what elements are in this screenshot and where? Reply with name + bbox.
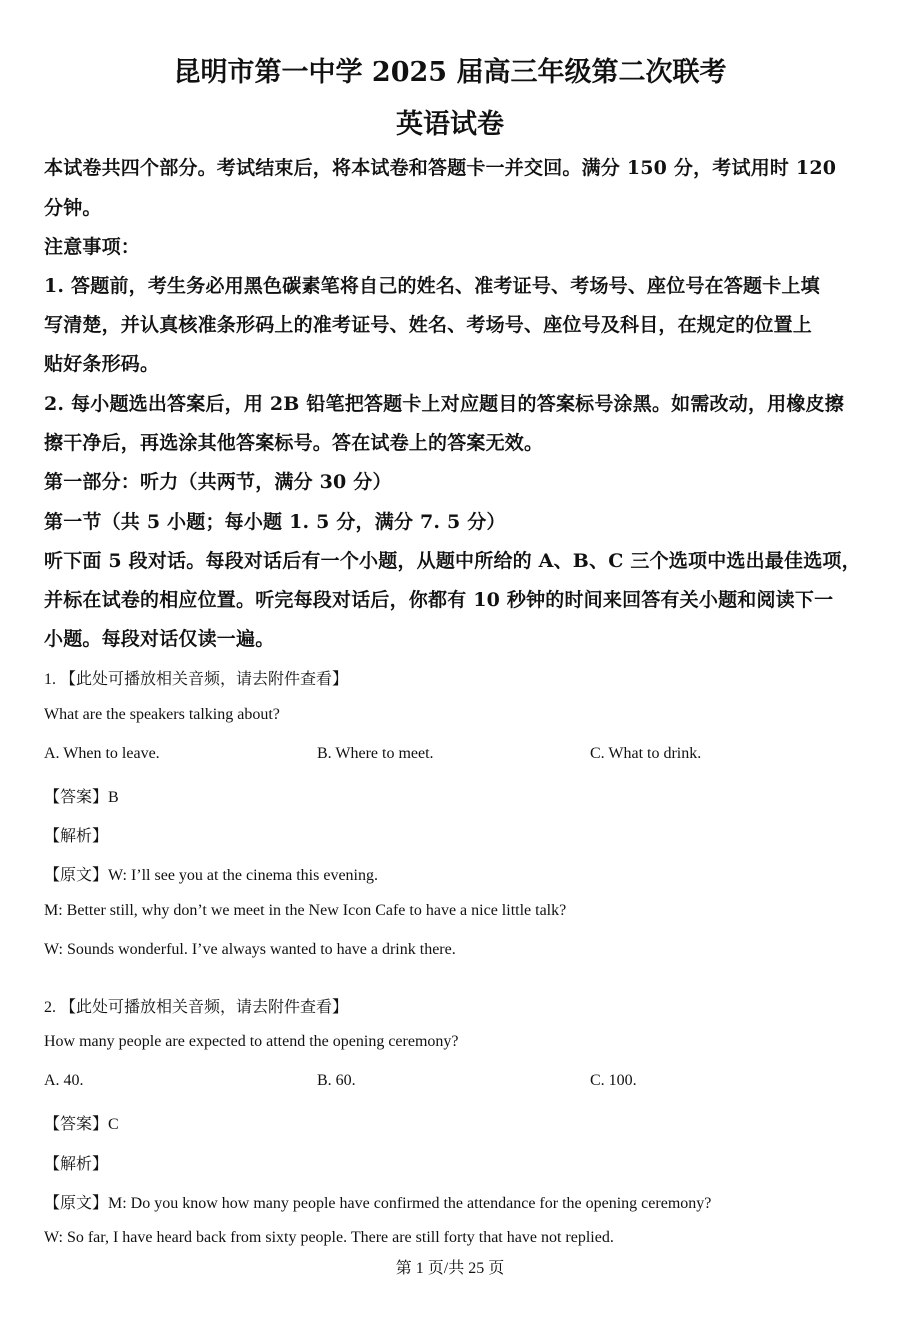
intro-line: 分钟。: [44, 197, 102, 219]
option-b: B. 60.: [317, 1072, 356, 1089]
analysis-label: 【解析】: [44, 1156, 109, 1173]
option-c: C. What to drink.: [590, 745, 702, 762]
notice-item-1: 写清楚，并认真核准条形码上的准考证号、姓名、考场号、座位号及科目，在规定的位置上: [44, 314, 813, 336]
transcript-line: 【原文】W: I’ll see you at the cinema this evening.: [44, 867, 378, 884]
instructions: 并标在试卷的相应位置。听完每段对话后，你都有 10 秒钟的时间来回答有关小题和阅读下一: [44, 589, 834, 611]
question-text: What are the speakers talking about?: [44, 706, 280, 723]
transcript-line: M: Better still, why don’t we meet in the New Icon Cafe to have a nice little talk?: [44, 902, 567, 919]
section-heading: 第一节（共 5 小题；每小题 1. 5 分，满分 7. 5 分）: [44, 511, 506, 533]
question-text: How many people are expected to attend the opening ceremony?: [44, 1033, 459, 1050]
option-b: B. Where to meet.: [317, 745, 434, 762]
notice-heading: 注意事项：: [44, 236, 141, 258]
instructions: 听下面 5 段对话。每段对话后有一个小题，从题中所给的 A、B、C 三个选项中选出最佳选项，: [44, 550, 861, 572]
transcript-line: W: Sounds wonderful. I’ve always wanted to have a drink there.: [44, 941, 456, 958]
answer: 【答案】B: [44, 789, 119, 806]
intro-line: 本试卷共四个部分。考试结束后，将本试卷和答题卡一并交回。满分 150 分，考试用时 120: [44, 157, 837, 179]
audio-note: 2. 【此处可播放相关音频，请去附件查看】: [44, 999, 349, 1016]
exam-title: 昆明市第一中学 2025 届高三年级第二次联考: [173, 57, 727, 88]
notice-item-1: 贴好条形码。: [44, 353, 160, 375]
notice-item-2: 2. 每小题选出答案后，用 2B 铅笔把答题卡上对应题目的答案标号涂黑。如需改动，用橡皮擦: [44, 393, 844, 415]
option-a: A. When to leave.: [44, 745, 160, 762]
instructions: 小题。每段对话仅读一遍。: [44, 628, 275, 650]
transcript-line: W: So far, I have heard back from sixty people. There are still forty that have not replied.: [44, 1229, 614, 1246]
analysis-label: 【解析】: [44, 828, 109, 845]
page-number: 第 1 页/共 25 页: [395, 1260, 505, 1277]
part-heading: 第一部分：听力（共两节，满分 30 分）: [44, 471, 392, 493]
exam-subtitle: 英语试卷: [396, 109, 504, 140]
transcript-line: 【原文】M: Do you know how many people have confirmed the attendance for the opening ceremony?: [44, 1195, 712, 1212]
answer: 【答案】C: [44, 1116, 119, 1133]
option-c: C. 100.: [590, 1072, 637, 1089]
notice-item-1: 1. 答题前，考生务必用黑色碳素笔将自己的姓名、准考证号、考场号、座位号在答题卡上填: [44, 275, 820, 297]
option-a: A. 40.: [44, 1072, 84, 1089]
notice-item-2: 擦干净后，再选涂其他答案标号。答在试卷上的答案无效。: [44, 432, 544, 454]
audio-note: 1. 【此处可播放相关音频，请去附件查看】: [44, 671, 349, 688]
